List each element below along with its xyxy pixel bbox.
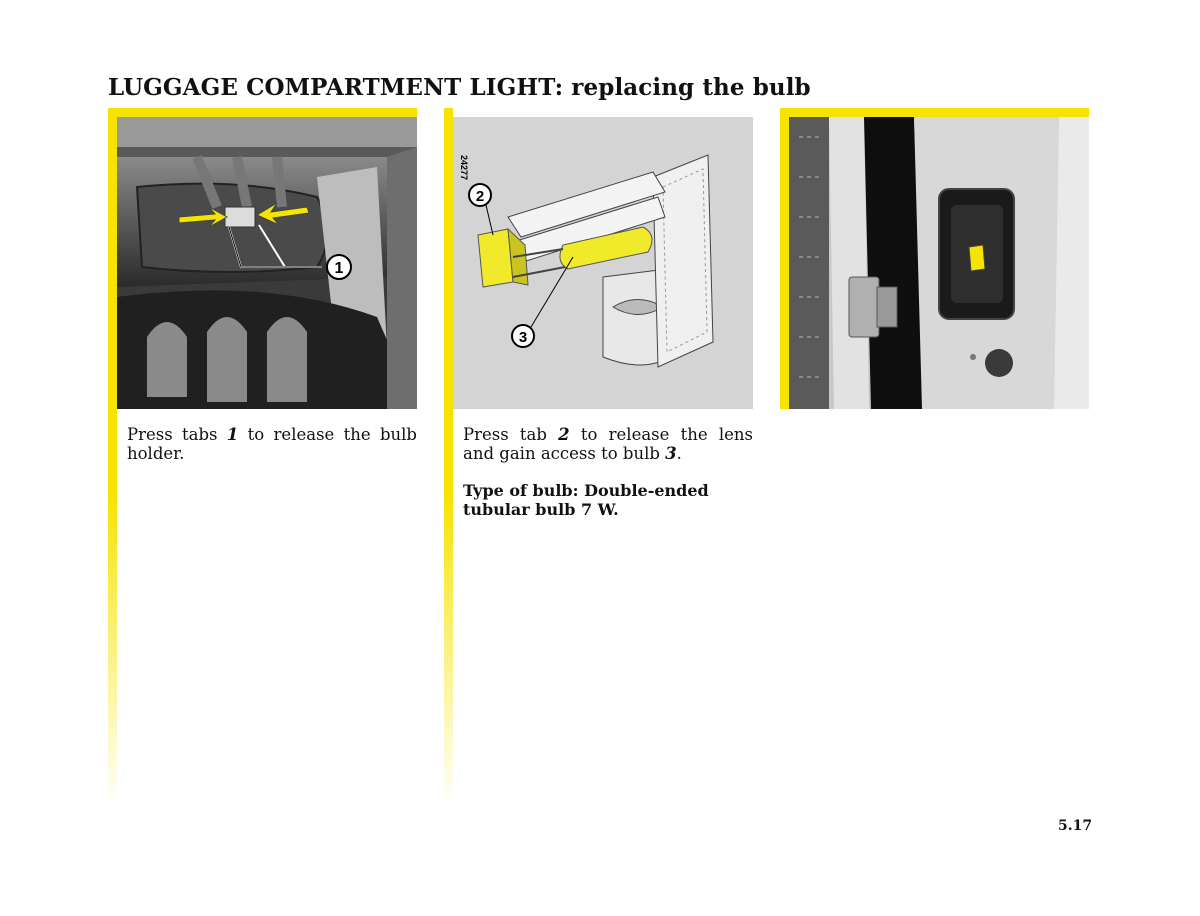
page-title: LUGGAGE COMPARTMENT LIGHT: replacing the bulb [108,74,811,101]
caption-1-text: Press tabs [127,425,227,444]
caption-column-2 [463,425,753,463]
callout-3-label: 3 [518,329,528,346]
caption-2-text: Press tab [463,425,559,444]
caption-2-text-end: . [676,444,682,463]
caption-1-ref: 1 [226,425,239,444]
caption-2-ref-tab: 2 [558,425,570,444]
column-1-accent-bar [108,108,117,808]
callout-2-label: 2 [475,188,485,205]
column-2-top-bar [444,108,453,117]
caption-column-1 [127,425,417,463]
column-1-top-bar [108,108,417,117]
column-2-accent-bar [444,108,453,808]
callout-1-label: 1 [334,260,344,277]
page-number: 5.17 [1058,818,1093,834]
figure-code: 24277 [459,155,469,181]
lens-diagram [453,117,753,409]
bulb-holder-photo [117,117,417,409]
column-3-accent-bar [780,108,789,409]
column-3-top-bar [780,108,1089,117]
door-light-photo [789,117,1089,409]
caption-2-text-mid: to release the lens and gain access to bulb [463,425,753,463]
bulb-type-note: Type of bulb: Double-ended tubular bulb 7 W. [463,481,709,519]
caption-2-ref-bulb: 3 [665,444,677,463]
caption-1-text-end: to release the bulb holder. [127,425,417,463]
